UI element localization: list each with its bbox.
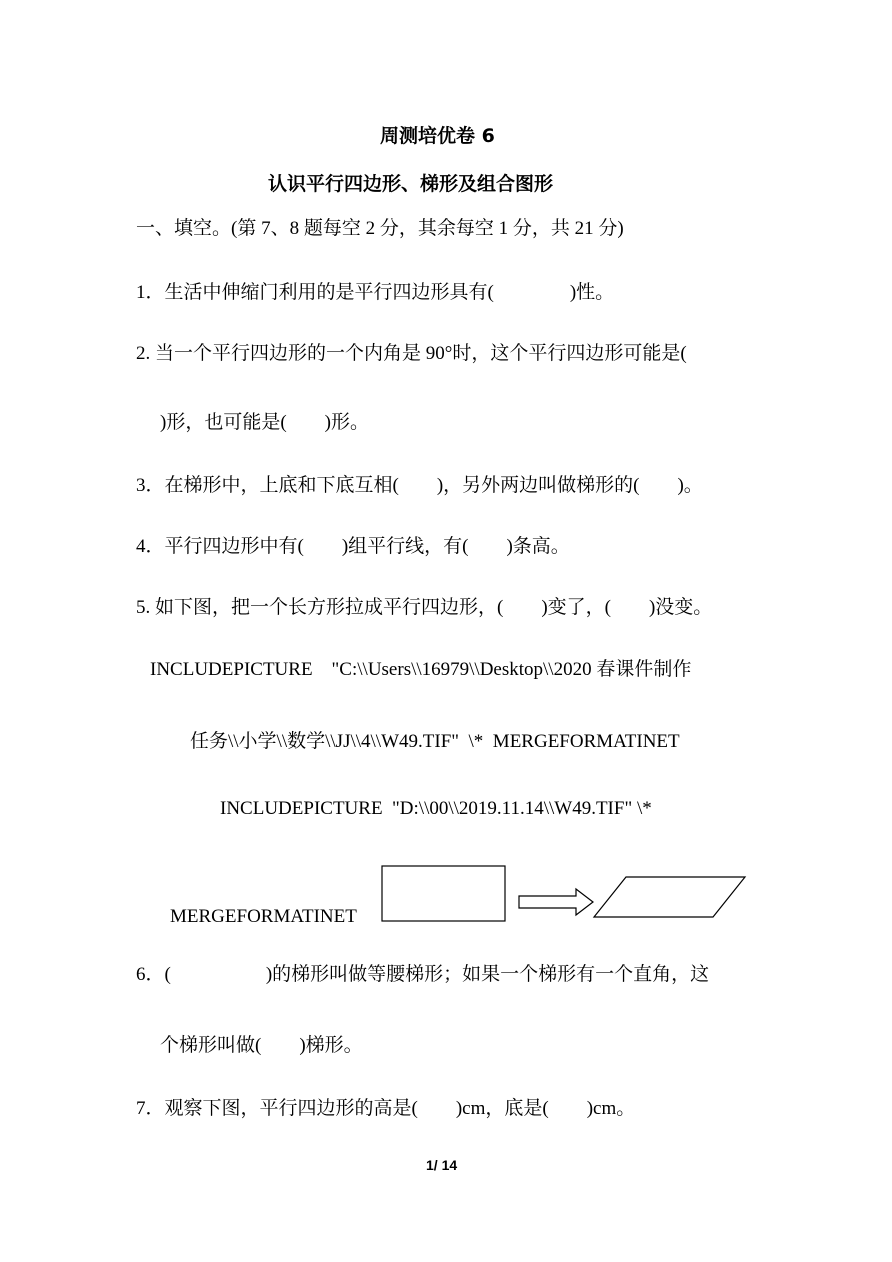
page-subtitle: 认识平行四边形、梯形及组合图形	[268, 173, 554, 195]
question-1: 1．生活中伸缩门利用的是平行四边形具有( )性。	[136, 282, 615, 303]
question-6-line-2: 个梯形叫做( )梯形。	[160, 1035, 363, 1056]
question-2-line-1: 2. 当一个平行四边形的一个内角是 90°时，这个平行四边形可能是(	[136, 343, 687, 364]
question-4: 4．平行四边形中有( )组平行线，有( )条高。	[136, 536, 570, 557]
question-6-line-1: 6．( )的梯形叫做等腰梯形；如果一个梯形有一个直角，这	[136, 964, 710, 985]
question-7: 7．观察下图，平行四边形的高是( )cm，底是( )cm。	[136, 1098, 636, 1119]
field-code-line-4: MERGEFORMATINET	[170, 906, 357, 927]
page-number: 1/ 14	[426, 1157, 458, 1173]
field-code-line-1: INCLUDEPICTURE "C:\\Users\\16979\\Desktop\\2020 春课件制作	[150, 659, 692, 680]
question-3: 3．在梯形中，上底和下底互相( )，另外两边叫做梯形的( )。	[136, 475, 703, 496]
rectangle-shape	[382, 866, 505, 921]
right-arrow-icon	[519, 889, 593, 915]
question-5: 5. 如下图，把一个长方形拉成平行四边形，( )变了，( )没变。	[136, 597, 713, 618]
field-code-line-2: 任务\\小学\\数学\\JJ\\4\\W49.TIF" \* MERGEFORMATINET	[190, 731, 680, 752]
section-heading: 一、填空。(第 7、8 题每空 2 分，其余每空 1 分，共 21 分)	[136, 218, 624, 239]
parallelogram-shape	[594, 877, 745, 917]
page-title: 周测培优卷 6	[380, 125, 495, 147]
question-2-line-2: )形，也可能是( )形。	[160, 412, 369, 433]
field-code-line-3: INCLUDEPICTURE "D:\\00\\2019.11.14\\W49.TIF" \*	[220, 798, 652, 819]
